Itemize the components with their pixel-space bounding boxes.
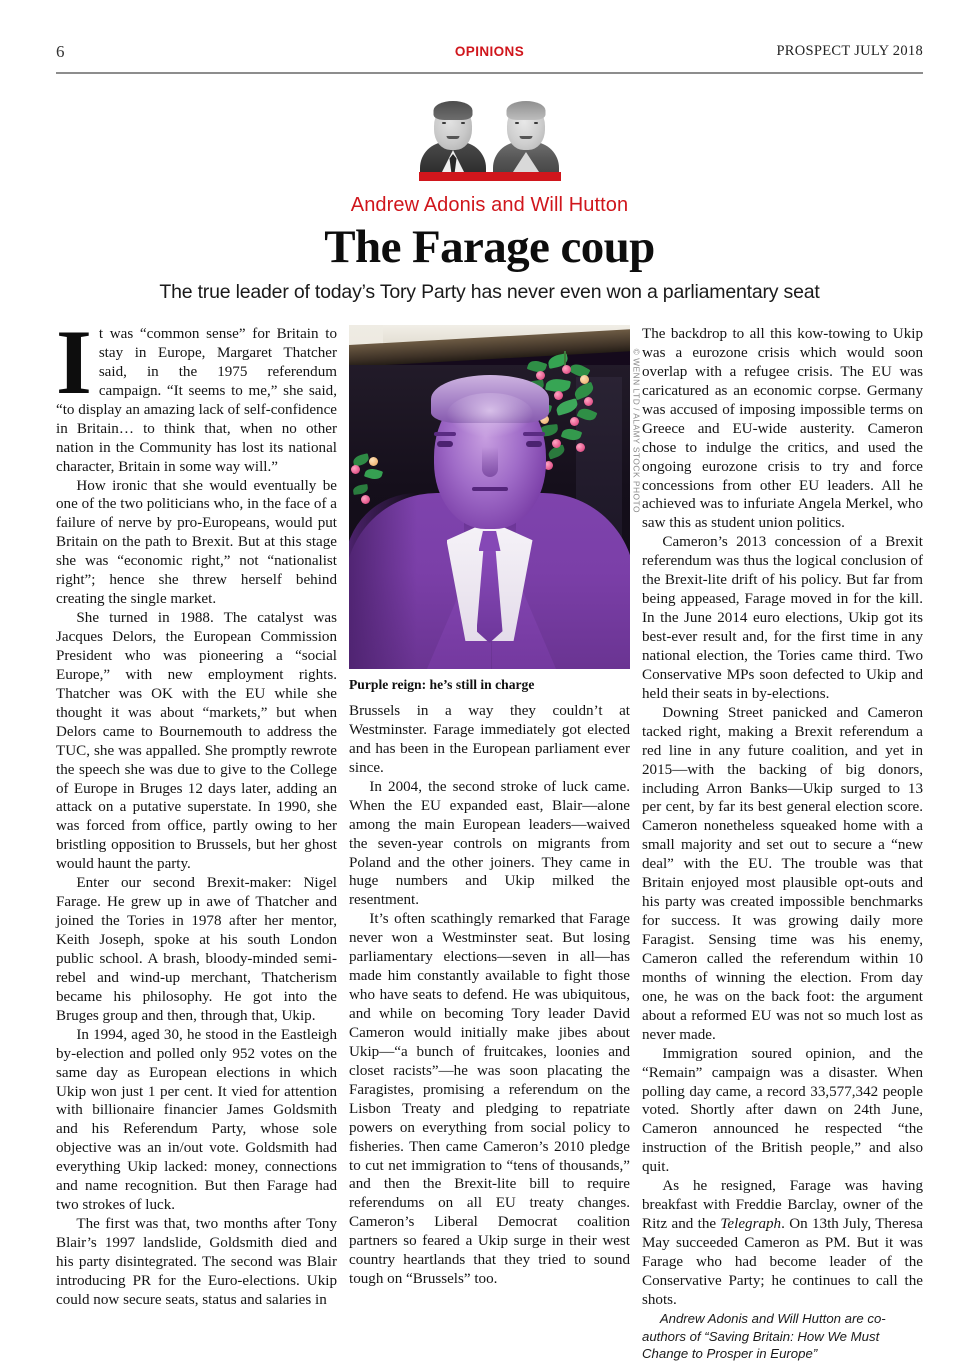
section-label: OPINIONS (454, 44, 525, 59)
paragraph: In 2004, the second stroke of luck came. When the EU expanded east, Blair—alone among the main European leaders—waived the seven-year controls on migrants from Poland and the other joiners. They came in huge numbers and Ukip milked the resentment. (349, 778, 630, 909)
photo-credit: © WENN LTD / ALAMY STOCK PHOTO (631, 348, 641, 513)
avatar-andrew-adonis (419, 94, 488, 172)
text-column-3 (642, 325, 923, 1362)
paragraph: Cameron’s 2013 concession of a Brexit referendum was thus the logical conclusion of the Brexit-lite drift of his policy. But far from being appeased, Farage moved in for the kill. In the June 2014 euro elections, Ukip got its best-ever result and, for the first time in any national election, the Tories came third. Two Conservative MPs soon defected to Ukip and held their seats in by-elections. (642, 534, 923, 702)
issue-label: PROSPECT JULY 2018 (776, 43, 923, 59)
paragraph: Immigration soured opinion, and the “Remain” campaign was a disaster. When polling day came, a record 33,577,342 people voted. Shortly after dawn on 24th June, Cameron announced he respected “the instruction of the British people,” and also quit. (642, 1045, 923, 1176)
page-title: The Farage coup (324, 221, 655, 273)
paragraph: The backdrop to all this kow-towing to Ukip was a eurozone crisis which would soon overlap with a refugee crisis. The EU was caricatured as an economic corpse. Germany was accused of imposing impossible terms on Greece and EU-wide austerity. Cameron chose to indulge the critics, and used the ongoing eurozone crisis to try and force concessions from other EU leaders. All he achieved was to infuriate Angela Merkel, who saw this as student union politics. (642, 326, 923, 532)
paragraph: Enter our second Brexit-maker: Nigel Farage. He grew up in awe of Thatcher and joined the Tories in 1978 after her mentor, Keith Joseph, spoke at his south London public school. A brash, bloody-minded semi-rebel and wind-up merchant, Thatcherism became his philosophy. He got into the Bruges group and then, through that, Ukip. (56, 875, 337, 1024)
drop-cap: I (56, 311, 92, 413)
standfirst: The true leader of today’s Tory Party has never even won a parliamentary seat (159, 280, 820, 303)
photo-caption: Purple reign: he’s still in charge (349, 677, 535, 692)
running-head (56, 42, 923, 68)
header-rule (56, 72, 923, 74)
paragraph: It’s often scathingly remarked that Farage never won a Westminster seat. But losing parliamentary elections—seven in all—has made him constantly available to fight those who have seats to defend. He was ubiquitous, and while on becoming Tory leader David Cameron would initially make jibes about Ukip—“a bunch of fruitcakes, loonies and closet racists”—he was soon placating the Faragistes, promising a referendum on the Lisbon Treaty and pledging to repatriate powers on everything from social policy to fisheries. Then came Cameron’s 2010 pledge to cut net immigration to “tens of thousands,” and then the Brexit-lite bill to require referendums on all EU treaty changes. Cameron’s Liberal Democrat coalition partners so feared a Ukip surge in their west country heartlands that they tried to sound tough on “Brussels” too. (349, 911, 630, 1288)
publication-name: Telegraph (720, 1216, 782, 1233)
text-column-1 (56, 311, 337, 1308)
red-accent-bar (419, 172, 561, 181)
page-number: 6 (56, 42, 65, 61)
paragraph: How ironic that she would eventually be one of the two politicians who, in the face of a failure of nerve by pro-Europeans, would put Britain on the path to Brexit. But at this stage she was “economic right,” not “nationalist right”; hence she threw herself behind creating the single market. (56, 477, 337, 608)
paragraph (56, 311, 337, 477)
paragraph: The first was that, two months after Tony Blair’s 1997 landslide, Goldsmith died and his party disintegrated. The second was Blair introducing PR for the Euro-elections. Ukip could now secure seats, status and salaries in (56, 1216, 337, 1308)
paragraph: Brussels in a way they couldn’t at Westminster. Farage immediately got elected and has been in the European parliament ever since. (349, 703, 630, 776)
author-note: Andrew Adonis and Will Hutton are co-authors of “Saving Britain: How We Must Change to Prosper in Europe” (642, 1310, 886, 1362)
paragraph-text-a: As he resigned, Farage was having breakfast with Freddie Barclay, owner of the Ritz and the (642, 1178, 923, 1233)
paragraph: In 1994, aged 30, he stood in the Eastleigh by-election and polled only 952 votes on the same day as European elections in which Ukip won just 1 per cent. It vied for attention with billionaire financier James Goldsmith and his Referendum Party, whose sole objective was an in/out vote. Goldsmith had everything Ukip lacked: money, connections and name recognition. But then Farage had two strokes of luck. (56, 1026, 337, 1214)
paragraph: Downing Street panicked and Cameron tacked right, making a Brexit referendum a red line in any future coalition, and yet in 2015—with the backing of big donors, including Arron Banks—Ukip surged to 13 per cent, by far its best general election score. Cameron nonetheless squeaked home with a small majority and set out to secure a “new deal” with the EU. The trouble was that Britain enjoyed most plausible opt-outs and his party was created impossible benchmarks for success. It was growing daily more Faragist. Sensing time was his enemy, Cameron called the referendum within 10 months of winning the election. From day one, he was on the back foot: the argument about a reformed EU was not so much lost as never made. (642, 704, 923, 1043)
text-column-2 (349, 325, 630, 1288)
title-block (56, 92, 923, 304)
paragraph-text-b: . On 13th July, Theresa May succeeded Cameron as PM. But it was Farage who had become leader of the Conservative Party; he continues to call the shots. (642, 1216, 923, 1308)
byline: Andrew Adonis and Will Hutton (350, 194, 629, 216)
paragraph: She turned in 1988. The catalyst was Jacques Delors, the European Commission President who was pioneering a “social Europe,” with new employment rights. Thatcher was OK with the EU while she thought it was about “markets,” but when Delors came to Bournemouth to address the TUC, she was appalled. She promptly rewrote the speech she was due to give to the College of Europe in Bruges 12 days later, adding an attack on a putative superstate. In 1990, she was forced from office, partly owing to her bristling opposition to Brussels, but her ghost would haunt the party. (56, 610, 337, 873)
paragraph-text: t was “common sense” for Britain to stay in Europe, Margaret Thatcher said, in the 1975 referendum campaign. “It seems to me,” she said, “to display an amazing lack of self-confidence in Britain… to think that, when no other nation in the Community has lost its national character, Britain in some way will.” (56, 326, 337, 475)
author-headshots (419, 92, 561, 172)
article-body (56, 311, 923, 1362)
paragraph (642, 1177, 923, 1310)
avatar-will-hutton (492, 94, 561, 172)
